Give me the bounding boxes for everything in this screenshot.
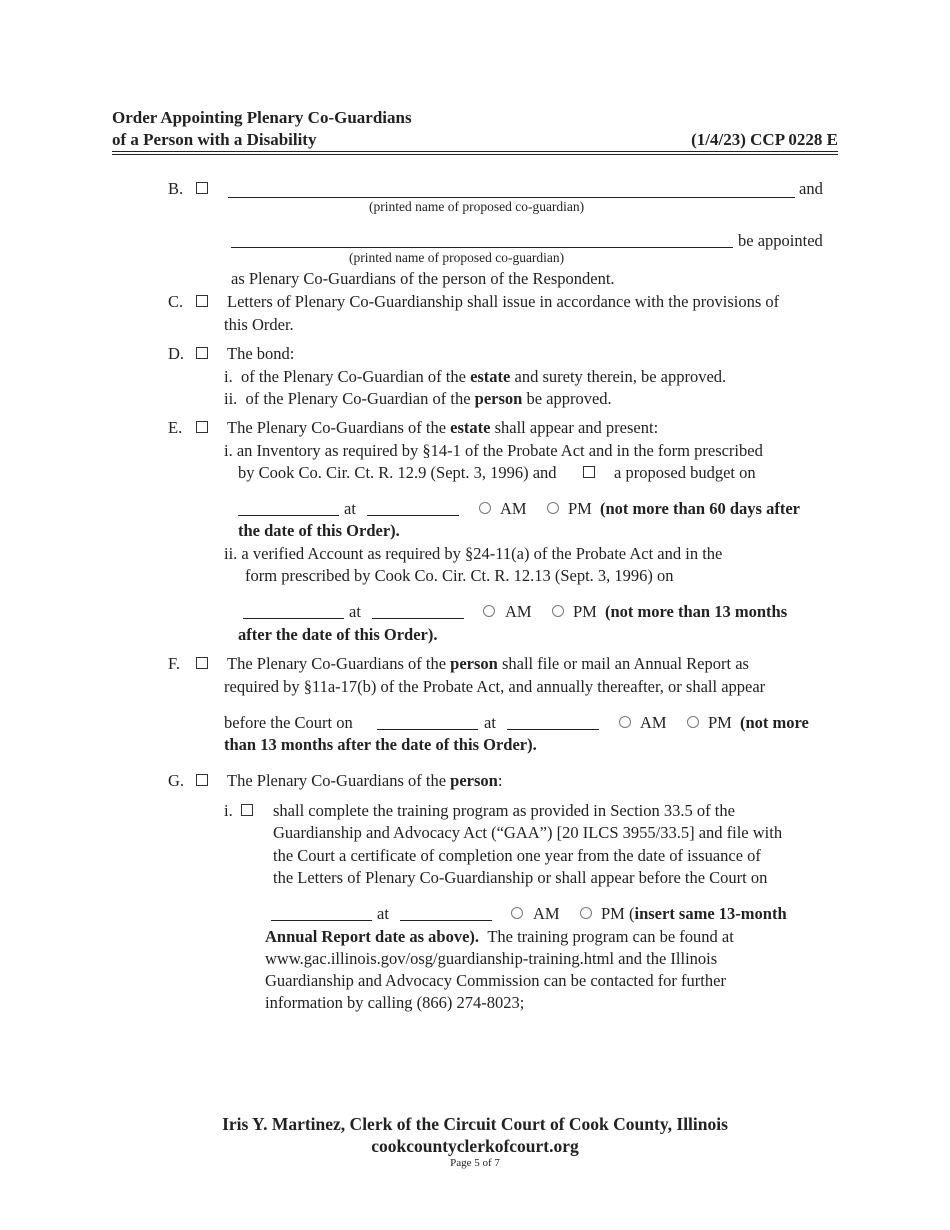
account-am-radio[interactable] — [483, 605, 495, 617]
section-e-account-line1: ii. a verified Account as required by §24-11(a) of the Probate Act and in the — [224, 544, 723, 563]
training-line4: the Letters of Plenary Co-Guardianship or shall appear before the Court on — [273, 868, 768, 887]
header-rule — [112, 151, 838, 152]
co-guardian-1-name-field[interactable] — [228, 197, 795, 198]
section-d-item-ii: ii. of the Plenary Co-Guardian of the person be approved. — [224, 389, 612, 408]
account-at-label: at — [349, 602, 361, 621]
section-b-checkbox[interactable] — [196, 182, 208, 194]
annual-report-pm-label: PM — [708, 713, 732, 732]
section-d-item-i: i. of the Plenary Co-Guardian of the estate and surety therein, be approved. — [224, 367, 727, 386]
training-continuation-line2: www.gac.illinois.gov/osg/guardianship-training.html and the Illinois — [265, 949, 718, 968]
annual-report-at-label: at — [484, 713, 496, 732]
training-date-field[interactable] — [271, 920, 372, 921]
inventory-pm-label: PM — [568, 499, 592, 518]
section-f-checkbox[interactable] — [196, 657, 208, 669]
account-am-label: AM — [505, 602, 532, 621]
section-c-letter: C. — [168, 292, 184, 311]
inventory-am-label: AM — [500, 499, 527, 518]
annual-report-date-field[interactable] — [377, 729, 478, 730]
section-d-letter: D. — [168, 344, 185, 363]
inventory-am-radio[interactable] — [479, 502, 491, 514]
training-continuation-line4: information by calling (866) 274-8023; — [265, 993, 525, 1012]
section-g-checkbox[interactable] — [196, 774, 208, 786]
training-time-field[interactable] — [400, 920, 492, 921]
section-g-line1: The Plenary Co-Guardians of the person: — [227, 771, 503, 790]
annual-report-am-label: AM — [640, 713, 667, 732]
training-am-radio[interactable] — [511, 907, 523, 919]
inventory-at-label: at — [344, 499, 356, 518]
account-pm-label: PM — [573, 602, 597, 621]
training-line3: the Court a certificate of completion one year from the date of issuance of — [273, 846, 761, 865]
training-line2: Guardianship and Advocacy Act (“GAA”) [20 ILCS 3955/33.5] and file with — [273, 823, 783, 842]
training-continuation-line1: Annual Report date as above). The training program can be found at — [265, 927, 734, 946]
inventory-date-field[interactable] — [238, 515, 339, 516]
section-e-line1: The Plenary Co-Guardians of the estate shall appear and present: — [227, 418, 659, 437]
section-c-line1: Letters of Plenary Co-Guardianship shall issue in accordance with the provisions of — [227, 292, 780, 311]
account-deadline-b: after the date of this Order). — [238, 625, 438, 644]
section-d-line1: The bond: — [227, 344, 295, 363]
annual-report-time-field[interactable] — [507, 729, 599, 730]
section-e-inventory-line1: i. an Inventory as required by §14-1 of the Probate Act and in the form prescribed — [224, 441, 763, 460]
account-deadline-a: (not more than 13 months — [605, 602, 788, 621]
section-f-line1: The Plenary Co-Guardians of the person shall file or mail an Annual Report as — [227, 654, 749, 673]
form-title-line1: Order Appointing Plenary Co-Guardians — [112, 108, 412, 127]
form-title-line2: of a Person with a Disability — [112, 130, 317, 149]
page-number: Page 5 of 7 — [450, 1157, 500, 1169]
section-b-letter: B. — [168, 179, 184, 198]
account-pm-radio[interactable] — [552, 605, 564, 617]
training-line1: shall complete the training program as provided in Section 33.5 of the — [273, 801, 735, 820]
section-e-checkbox[interactable] — [196, 421, 208, 433]
section-c-checkbox[interactable] — [196, 295, 208, 307]
annual-report-deadline-a: (not more — [740, 713, 809, 732]
training-checkbox[interactable] — [241, 804, 253, 816]
co-guardian-2-name-field[interactable] — [231, 247, 733, 248]
proposed-budget-checkbox[interactable] — [583, 466, 595, 478]
section-b-text: as Plenary Co-Guardians of the person of the Respondent. — [231, 269, 615, 288]
be-appointed-label: be appointed — [738, 231, 823, 250]
section-g-item-i-label: i. — [224, 801, 233, 820]
footer-website: cookcountyclerkofcourt.org — [371, 1136, 579, 1156]
training-at-label: at — [377, 904, 389, 923]
co-guardian-1-caption: (printed name of proposed co-guardian) — [369, 199, 585, 214]
footer-clerk: Iris Y. Martinez, Clerk of the Circuit Court of Cook County, Illinois — [222, 1114, 728, 1134]
proposed-budget-label: a proposed budget on — [614, 463, 756, 482]
annual-report-deadline-b: than 13 months after the date of this Order). — [224, 735, 537, 754]
annual-report-pm-radio[interactable] — [687, 716, 699, 728]
inventory-deadline-a: (not more than 60 days after — [600, 499, 800, 518]
training-continuation-line3: Guardianship and Advocacy Commission can be contacted for further — [265, 971, 726, 990]
training-pm-label: PM (insert same 13-month — [601, 904, 787, 923]
inventory-pm-radio[interactable] — [547, 502, 559, 514]
section-e-letter: E. — [168, 418, 183, 437]
training-pm-radio[interactable] — [580, 907, 592, 919]
section-e-account-line2: form prescribed by Cook Co. Cir. Ct. R. 12.13 (Sept. 3, 1996) on — [245, 566, 674, 585]
and-label: and — [799, 179, 823, 198]
account-time-field[interactable] — [372, 618, 464, 619]
section-d-checkbox[interactable] — [196, 347, 208, 359]
section-e-inventory-line2: by Cook Co. Cir. Ct. R. 12.9 (Sept. 3, 1996) and — [238, 463, 557, 482]
account-date-field[interactable] — [243, 618, 344, 619]
section-f-line2: required by §11a-17(b) of the Probate Act, and annually thereafter, or shall appear — [224, 677, 766, 696]
co-guardian-2-caption: (printed name of proposed co-guardian) — [349, 250, 565, 265]
form-id: (1/4/23) CCP 0228 E — [691, 130, 838, 149]
inventory-deadline-b: the date of this Order). — [238, 521, 400, 540]
header-rule-double — [112, 154, 838, 155]
training-am-label: AM — [533, 904, 560, 923]
section-g-letter: G. — [168, 771, 185, 790]
annual-report-am-radio[interactable] — [619, 716, 631, 728]
inventory-time-field[interactable] — [367, 515, 459, 516]
section-f-letter: F. — [168, 654, 180, 673]
section-f-before-label: before the Court on — [224, 713, 353, 732]
section-c-line2: this Order. — [224, 315, 294, 334]
